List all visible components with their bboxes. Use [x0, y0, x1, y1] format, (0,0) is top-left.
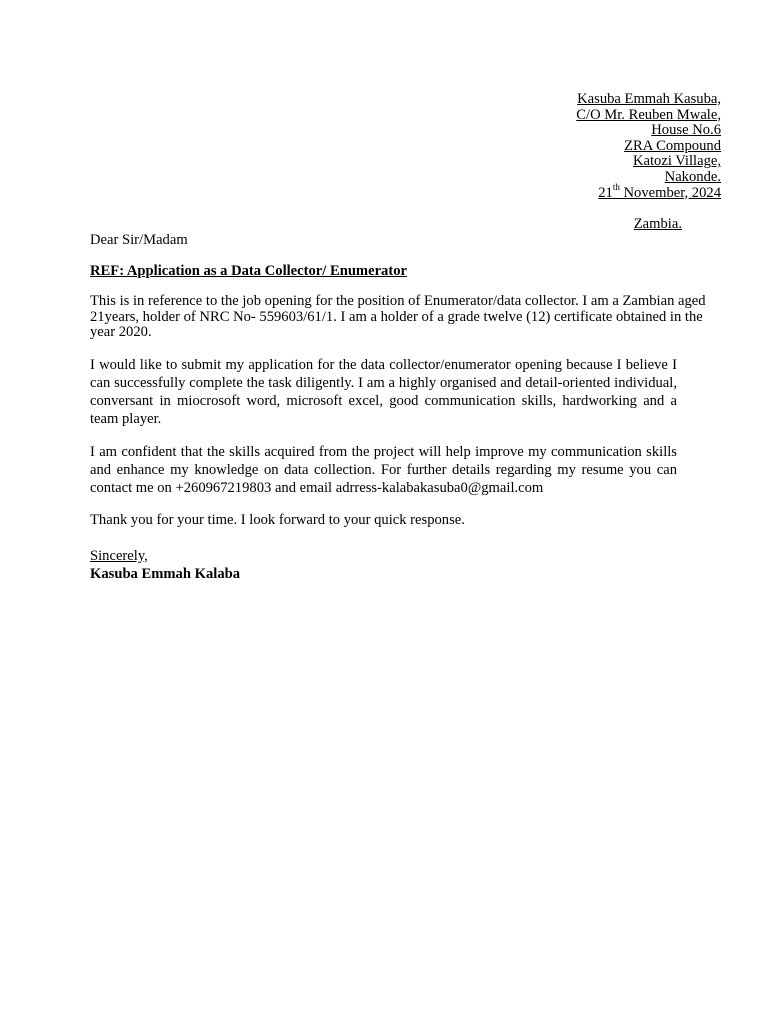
sender-house: House No.6 [651, 122, 721, 139]
date-suffix: th [612, 181, 620, 192]
paragraph-motivation: I would like to submit my application for the data collector/enumerator opening because I believe I can successfully complete the task diligently. I am a highly organised and detail-oriented individual, conversant in miocrosoft word, microsoft excel, good communication skills, hardworking and a team player. [90, 356, 677, 427]
salutation: Dear Sir/Madam [90, 232, 188, 248]
signature-name: Kasuba Emmah Kalaba [90, 565, 241, 582]
sender-care-of: C/O Mr. Reuben Mwale, [576, 106, 721, 123]
sender-name: Kasuba Emmah Kasuba, [577, 91, 721, 107]
paragraph-intro: This is in reference to the job opening for the position of Enumerator/data collector. I am a Zambian aged 21years, holder of NRC No- 559603/61/1. I am a holder of a grade twelve (12) certificate obtained in the year 2020. [90, 293, 706, 341]
paragraph-contact: I am confident that the skills acquired from the project will help improve my communication skills and enhance my knowledge on data collection. For further details regarding my resume you can contact me on +260967219803 and email adrress-kalabakasuba0@gmail.com [90, 443, 677, 496]
sender-address-block [576, 92, 721, 201]
sender-compound: ZRA Compound [624, 137, 721, 154]
sender-country: Zambia. [633, 216, 682, 232]
thanks-line: Thank you for your time. I look forward to your quick response. [90, 511, 465, 528]
sender-town: Nakonde. [664, 168, 721, 185]
date-day: 21 [598, 184, 613, 201]
reference-line: REF: Application as a Data Collector/ Enumerator [90, 263, 407, 279]
closing-line: Sincerely, [90, 547, 148, 564]
sender-village: Katozi Village, [632, 153, 721, 170]
date-month-year: November, 2024 [619, 184, 721, 201]
letter-body [90, 232, 718, 583]
letter-date [576, 181, 721, 202]
